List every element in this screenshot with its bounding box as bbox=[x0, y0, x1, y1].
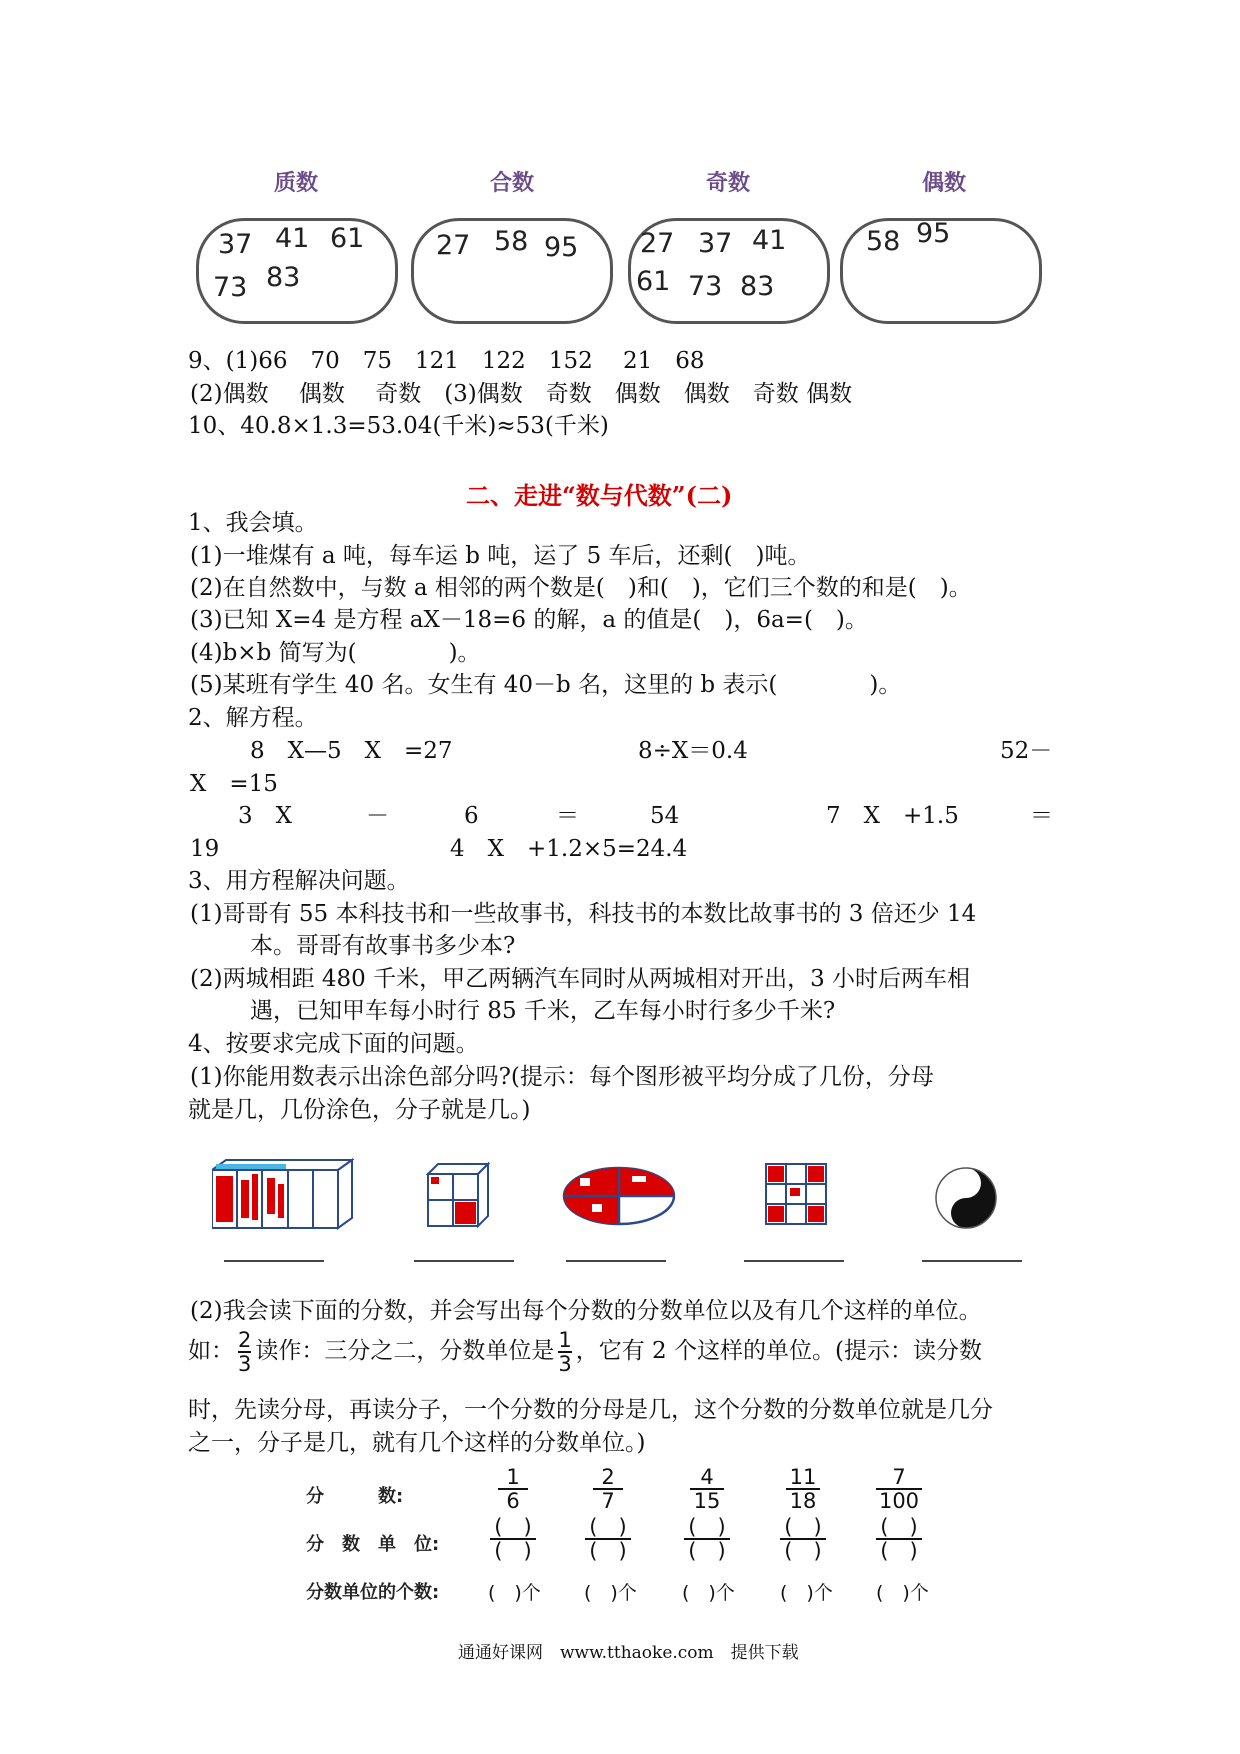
table-fraction bbox=[876, 1466, 922, 1512]
q4-part2-line1: (2)我会读下面的分数，并会写出每个分数的分数单位以及有几个这样的单位。 bbox=[190, 1298, 982, 1324]
q1-item-4: (4)b×b 简写为( )。 bbox=[190, 640, 481, 666]
shaded-figure-cube bbox=[426, 1162, 490, 1228]
q2-equation-5-result: 19 bbox=[190, 836, 220, 862]
table-fraction bbox=[498, 1466, 528, 1512]
unit-answer-box[interactable] bbox=[876, 1516, 922, 1562]
figure-answer-blank[interactable] bbox=[744, 1258, 844, 1262]
answer-q9-line2: (2)偶数 偶数 奇数 (3)偶数 奇数 偶数 偶数 奇数 偶数 bbox=[190, 381, 853, 407]
q2-equation-4: 3 X bbox=[238, 803, 293, 829]
unit-numerator-blank[interactable]: ( ) bbox=[880, 1515, 918, 1539]
prime-number: 61 bbox=[330, 223, 365, 254]
q2-heading: 2、解方程。 bbox=[188, 705, 318, 731]
unit-answer-box[interactable] bbox=[585, 1516, 631, 1562]
table-fraction bbox=[690, 1466, 724, 1512]
category-label-composite: 合数 bbox=[489, 171, 534, 196]
table-fraction bbox=[593, 1466, 623, 1512]
table-label-fractions: 分 数: bbox=[306, 1486, 404, 1507]
figure-answer-blank[interactable] bbox=[224, 1258, 324, 1262]
q4-heading: 4、按要求完成下面的问题。 bbox=[188, 1031, 479, 1057]
q2-equation-3-part2: X =15 bbox=[190, 771, 278, 797]
count-answer-blank[interactable]: ( )个 bbox=[488, 1582, 541, 1604]
prime-number: 83 bbox=[266, 262, 301, 293]
figure-answer-blank[interactable] bbox=[922, 1258, 1022, 1262]
q1-item-5: (5)某班有学生 40 名。女生有 40－b 名，这里的 b 表示( )。 bbox=[190, 672, 902, 698]
fraction-denominator: 100 bbox=[876, 1488, 922, 1512]
fraction-denominator: 7 bbox=[593, 1488, 623, 1512]
example-suffix: ，它有 2 个这样的单位。(提示：读分数 bbox=[575, 1338, 982, 1364]
q3-problem-1-line2: 本。哥哥有故事书多少本? bbox=[250, 933, 516, 959]
page-footer: 通通好课网 www.tthaoke.com 提供下载 bbox=[458, 1643, 799, 1663]
unit-fraction bbox=[558, 1329, 571, 1375]
fraction-denominator: 3 bbox=[238, 1352, 252, 1376]
composite-number: 95 bbox=[544, 232, 579, 263]
unit-numerator-blank[interactable]: ( ) bbox=[589, 1515, 627, 1539]
q3-problem-1-line1: (1)哥哥有 55 本科技书和一些故事书，科技书的本数比故事书的 3 倍还少 14 bbox=[190, 901, 977, 927]
odd-number: 41 bbox=[752, 225, 787, 256]
odd-number: 27 bbox=[640, 228, 675, 259]
fraction-numerator: 1 bbox=[506, 1465, 520, 1489]
unit-denominator-blank[interactable]: ( ) bbox=[780, 1538, 826, 1562]
q2-equation-4-minus: － bbox=[366, 803, 389, 829]
category-label-prime: 质数 bbox=[273, 171, 318, 196]
table-label-counts: 分数单位的个数: bbox=[306, 1582, 440, 1603]
q2-equation-4-equals: ＝ bbox=[556, 803, 579, 829]
q3-problem-2-line2: 遇，已知甲车每小时行 85 千米，乙车每小时行多少千米? bbox=[250, 998, 836, 1024]
odd-number: 37 bbox=[698, 228, 733, 259]
prime-number: 37 bbox=[218, 229, 253, 260]
fraction-denominator: 6 bbox=[498, 1488, 528, 1512]
fraction-numerator: 4 bbox=[700, 1465, 714, 1489]
unit-denominator-blank[interactable]: ( ) bbox=[684, 1538, 730, 1562]
prime-number: 73 bbox=[213, 272, 248, 303]
q2-equation-5: 7 X +1.5 bbox=[826, 803, 959, 829]
unit-denominator-blank[interactable]: ( ) bbox=[876, 1538, 922, 1562]
unit-denominator-blank[interactable]: ( ) bbox=[585, 1538, 631, 1562]
q2-equation-1: 8 X—5 X =27 bbox=[250, 738, 453, 764]
yin-yang-figure bbox=[934, 1166, 998, 1230]
q1-item-3: (3)已知 X=4 是方程 aX－18=6 的解，a 的值是( )，6a=( )。 bbox=[190, 607, 868, 633]
q2-equation-4-six: 6 bbox=[464, 803, 479, 829]
odd-number: 61 bbox=[636, 266, 671, 297]
shaded-figure-ellipse bbox=[562, 1166, 676, 1226]
table-fraction bbox=[786, 1466, 820, 1512]
figure-answer-blank[interactable] bbox=[566, 1258, 666, 1262]
q1-item-2: (2)在自然数中，与数 a 相邻的两个数是( )和( )，它们三个数的和是( )。 bbox=[190, 575, 972, 601]
q4-part2-line3: 时，先读分母，再读分子，一个分数的分母是几，这个分数的分数单位就是几分 bbox=[188, 1397, 993, 1423]
unit-answer-box[interactable] bbox=[780, 1516, 826, 1562]
fraction-numerator: 7 bbox=[892, 1465, 906, 1489]
unit-answer-box[interactable] bbox=[684, 1516, 730, 1562]
odd-number: 83 bbox=[740, 271, 775, 302]
q2-equation-2: 8÷X＝0.4 bbox=[638, 738, 748, 764]
q4-part1-line1: (1)你能用数表示出涂色部分吗?(提示：每个图形被平均分成了几份，分母 bbox=[190, 1064, 934, 1090]
prime-number: 41 bbox=[275, 223, 310, 254]
category-label-even: 偶数 bbox=[921, 171, 966, 196]
example-prefix: 如： bbox=[188, 1338, 234, 1364]
q3-heading: 3、用方程解决问题。 bbox=[188, 868, 410, 894]
count-answer-blank[interactable]: ( )个 bbox=[780, 1582, 833, 1604]
even-number: 58 bbox=[866, 226, 901, 257]
unit-numerator-blank[interactable]: ( ) bbox=[494, 1515, 532, 1539]
fraction-numerator: 1 bbox=[558, 1328, 572, 1352]
q2-equation-4-result: 54 bbox=[650, 803, 680, 829]
shaded-figure-cuboid-bars bbox=[212, 1158, 354, 1230]
answer-q9-line1: 9、(1)66 70 75 121 122 152 21 68 bbox=[188, 348, 705, 374]
q1-heading: 1、我会填。 bbox=[188, 510, 318, 536]
fraction-numerator: 11 bbox=[789, 1465, 817, 1489]
q2-equation-6: 4 X +1.2×5=24.4 bbox=[450, 836, 688, 862]
q4-part1-line2: 就是几，几份涂色，分子就是几。) bbox=[188, 1097, 531, 1123]
example-fraction bbox=[238, 1329, 251, 1375]
q3-problem-2-line1: (2)两城相距 480 千米，甲乙两辆汽车同时从两城相对开出，3 小时后两车相 bbox=[190, 966, 971, 992]
fraction-denominator: 18 bbox=[786, 1488, 820, 1512]
q2-equation-5-equals: ＝ bbox=[1030, 803, 1053, 829]
even-number: 95 bbox=[916, 218, 951, 249]
count-answer-blank[interactable]: ( )个 bbox=[682, 1582, 735, 1604]
composite-number: 58 bbox=[494, 226, 529, 257]
category-label-odd: 奇数 bbox=[705, 171, 750, 196]
unit-numerator-blank[interactable]: ( ) bbox=[784, 1515, 822, 1539]
q4-part2-line4: 之一，分子是几，就有几个这样的分数单位。) bbox=[188, 1430, 646, 1456]
example-reading: 读作：三分之二，分数单位是 bbox=[255, 1338, 555, 1364]
fraction-denominator: 3 bbox=[558, 1352, 572, 1376]
count-answer-blank[interactable]: ( )个 bbox=[876, 1582, 929, 1604]
unit-denominator-blank[interactable]: ( ) bbox=[490, 1538, 536, 1562]
unit-answer-box[interactable] bbox=[490, 1516, 536, 1562]
answer-q10: 10、40.8×1.3=53.04(千米)≈53(千米) bbox=[188, 413, 609, 439]
table-label-units: 分 数 单 位: bbox=[306, 1534, 440, 1555]
odd-number: 73 bbox=[688, 271, 723, 302]
fraction-numerator: 2 bbox=[238, 1328, 252, 1352]
unit-numerator-blank[interactable]: ( ) bbox=[688, 1515, 726, 1539]
composite-number: 27 bbox=[436, 230, 471, 261]
q1-item-1: (1)一堆煤有 a 吨，每车运 b 吨，运了 5 车后，还剩( )吨。 bbox=[190, 543, 811, 569]
fraction-denominator: 15 bbox=[690, 1488, 724, 1512]
shaded-figure-grid bbox=[764, 1162, 828, 1226]
figure-answer-blank[interactable] bbox=[414, 1258, 514, 1262]
section-title: 二、走进“数与代数”(二) bbox=[466, 481, 733, 510]
fraction-numerator: 2 bbox=[601, 1465, 615, 1489]
q2-equation-3-part1: 52－ bbox=[1000, 738, 1053, 764]
q4-part2-line2 bbox=[188, 1329, 982, 1375]
count-answer-blank[interactable]: ( )个 bbox=[584, 1582, 637, 1604]
